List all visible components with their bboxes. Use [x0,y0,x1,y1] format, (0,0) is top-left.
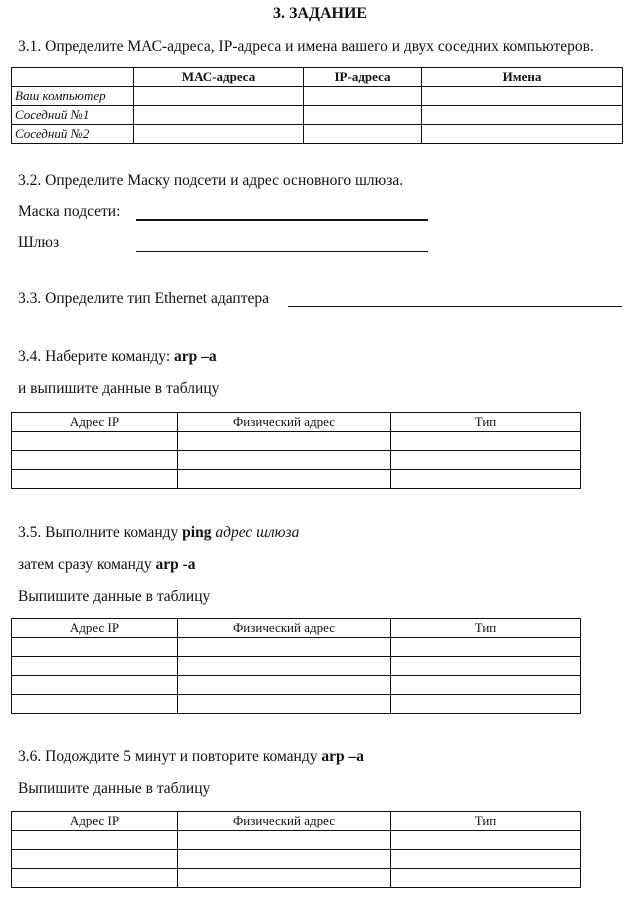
table-header-row [12,619,581,638]
task-text: 3.6. Подождите 5 минут и повторите команду [18,748,322,765]
table-cell[interactable] [422,125,623,144]
table-cell[interactable] [391,831,581,850]
mask-answer-line[interactable] [136,219,428,221]
table-header: IP-адреса [304,68,422,87]
addresses-table [11,67,623,144]
row-label: Соседний №1 [12,106,134,125]
table-cell[interactable] [391,638,581,657]
command-argument: адрес шлюза [215,524,300,541]
table-header: МАС-адреса [134,68,304,87]
table-cell[interactable] [391,657,581,676]
table-cell[interactable] [391,676,581,695]
task-3-4-line2: и выпишите данные в таблицу [18,380,220,397]
table-cell[interactable] [178,451,391,470]
table-cell[interactable] [178,831,391,850]
task-3-5-line2 [18,556,196,574]
table-header: Тип [391,619,581,638]
task-3-5-text [18,524,299,542]
table-row [12,850,581,869]
table-cell[interactable] [134,87,304,106]
task-3-2-text: 3.2. Определите Маску подсети и адрес основного шлюза. [18,172,404,189]
table-cell[interactable] [391,451,581,470]
task-3-6-text [18,748,364,766]
table-header: Имена [422,68,623,87]
command-text: arp -a [155,556,196,573]
table-cell[interactable] [12,638,178,657]
table-cell[interactable] [12,695,178,714]
table-row [12,432,581,451]
table-cell[interactable] [134,125,304,144]
table-row [12,87,623,106]
table-header: Физический адрес [178,619,391,638]
table-header: Адрес IP [12,413,178,432]
table-header-row [12,812,581,831]
table-cell[interactable] [391,850,581,869]
table-cell[interactable] [178,657,391,676]
table-row [12,695,581,714]
table-cell[interactable] [178,850,391,869]
table-cell[interactable] [12,451,178,470]
page-title: 3. ЗАДАНИЕ [272,5,368,22]
task-text: 3.5. Выполните команду [18,524,183,541]
gateway-label: Шлюз [18,234,60,251]
table-row [12,638,581,657]
table-cell[interactable] [12,432,178,451]
table-cell[interactable] [12,657,178,676]
table-cell[interactable] [422,106,623,125]
table-cell[interactable] [12,470,178,489]
table-header: Физический адрес [178,413,391,432]
table-cell[interactable] [178,695,391,714]
table-header [12,68,134,87]
table-header: Тип [391,812,581,831]
table-cell[interactable] [134,106,304,125]
table-header: Физический адрес [178,812,391,831]
table-cell[interactable] [12,850,178,869]
task-3-3-text: 3.3. Определите тип Ethernet адаптера [18,290,269,307]
table-row [12,470,581,489]
table-header-row [12,413,581,432]
table-cell[interactable] [422,87,623,106]
table-cell[interactable] [391,432,581,451]
arp-table-3 [11,811,581,888]
table-row [12,106,623,125]
table-cell[interactable] [178,638,391,657]
table-cell[interactable] [178,432,391,451]
task-3-5-line3: Выпишите данные в таблицу [18,588,211,605]
mask-label: Маска подсети: [18,203,121,220]
task-3-6-line2: Выпишите данные в таблицу [18,780,211,797]
table-cell[interactable] [12,676,178,695]
table-row [12,657,581,676]
adapter-answer-line[interactable] [288,306,622,307]
command-text: arp –a [321,748,364,765]
table-row [12,676,581,695]
task-3-1-text: 3.1. Определите МАС-адреса, IP-адреса и имена вашего и двух соседних компьютеров. [18,38,594,55]
command-text: ping [182,524,212,541]
table-row [12,451,581,470]
table-header: Адрес IP [12,812,178,831]
table-cell[interactable] [391,470,581,489]
gateway-answer-line[interactable] [136,251,428,252]
table-row [12,869,581,888]
table-cell[interactable] [178,676,391,695]
table-row [12,125,623,144]
row-label: Ваш компьютер [12,87,134,106]
task-3-4-text [18,348,217,366]
arp-table-2 [11,618,581,714]
table-cell[interactable] [304,87,422,106]
task-text: 3.4. Наберите команду: [18,348,175,365]
table-cell[interactable] [12,869,178,888]
table-cell[interactable] [304,106,422,125]
table-cell[interactable] [304,125,422,144]
table-header: Тип [391,413,581,432]
table-cell[interactable] [178,470,391,489]
table-header-row [12,68,623,87]
table-row [12,831,581,850]
row-label: Соседний №2 [12,125,134,144]
table-cell[interactable] [391,695,581,714]
command-text: arp –a [174,348,217,365]
table-cell[interactable] [178,869,391,888]
arp-table-1 [11,412,581,489]
task-text: затем сразу команду [18,556,156,573]
table-cell[interactable] [12,831,178,850]
table-header: Адрес IP [12,619,178,638]
table-cell[interactable] [391,869,581,888]
